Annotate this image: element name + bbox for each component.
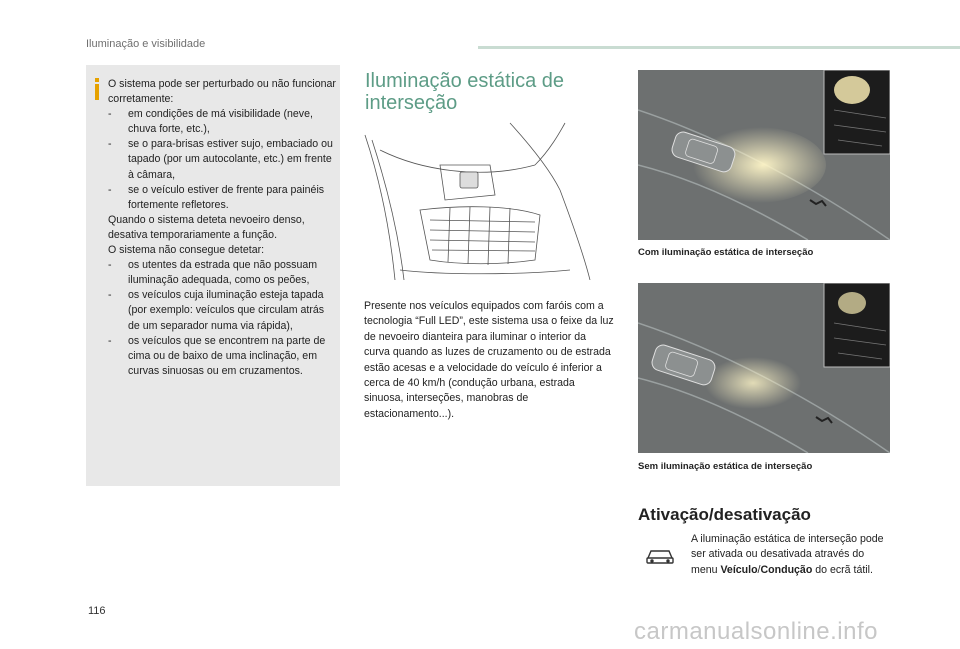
list-item-text: se o veículo estiver de frente para painéis fortemente refletores. [128, 183, 325, 211]
headlight-drawing [360, 120, 615, 280]
activation-text: A iluminação estática de interseção pode ser ativada ou desativada através do menu Veículo/Condução do ecrã tátil. [691, 533, 884, 576]
activation-title: Ativação/desativação [638, 505, 811, 524]
note-list-item [108, 137, 336, 182]
list-item-text: os veículos cuja iluminação esteja tapada (por exemplo: veículos que circulam atrás de um separador numa via rápida), [128, 289, 325, 332]
figure-caption-with: Com iluminação estática de interseção [638, 247, 814, 258]
note-list-item [108, 288, 336, 333]
menu-vehicle: Veículo [720, 563, 758, 576]
figure-caption-without: Sem iluminação estática de interseção [638, 461, 813, 472]
section-body: Presente nos veículos equipados com faróis com a tecnologia “Full LED”, este sistema usa o feixe da luz de nevoeiro dianteira para iluminar o interior da curva quando as luzes de cruzamento ou de estrada estão acesas e a velocidade do veículo é inferior a cerca de 40 km/h (condução urbana, estrada sinuosa, interseções, manobras de estacionamento...). [364, 300, 614, 420]
watermark-text: carmanualsonline.info [634, 618, 878, 645]
note-paragraph: Quando o sistema deteta nevoeiro denso, desativa temporariamente a função. [108, 213, 305, 241]
list-item-text: em condições de má visibilidade (neve, chuva forte, etc.), [128, 108, 313, 136]
list-dash: - [108, 289, 112, 302]
list-dash: - [108, 108, 112, 121]
list-dash: - [108, 138, 112, 151]
list-dash: - [108, 259, 112, 272]
info-note-text [108, 77, 336, 379]
note-list-item [108, 107, 336, 137]
list-item-text: os utentes da estrada que não possuam iluminação adequada, como os peões, [128, 259, 318, 287]
note-list-item [108, 334, 336, 379]
note-list-item [108, 258, 336, 288]
list-item-text: se o para-brisas estiver sujo, embaciado ou tapado (por um autocolante, etc.) em frente à câmara, [128, 138, 333, 181]
header-divider [478, 46, 960, 49]
list-item-text: os veículos que se encontrem na parte de cima ou de baixo de uma inclinação, em curvas sinuosas ou em cruzamentos. [128, 334, 326, 377]
section-title: Iluminação estática de interseção [365, 70, 565, 114]
list-dash: - [108, 183, 112, 196]
figure-with-cornering-light [638, 70, 890, 240]
note-paragraph: O sistema pode ser perturbado ou não funcionar corretamente: [108, 78, 336, 106]
running-header: Iluminação e visibilidade [86, 38, 206, 50]
note-list-item [108, 183, 336, 213]
page-number: 116 [88, 605, 106, 617]
list-dash: - [108, 334, 112, 347]
figure-without-cornering-light [638, 283, 890, 453]
note-paragraph: O sistema não consegue detetar: [108, 244, 265, 257]
menu-driving: Condução [760, 563, 813, 576]
car-icon [645, 546, 675, 566]
info-icon [92, 78, 102, 100]
